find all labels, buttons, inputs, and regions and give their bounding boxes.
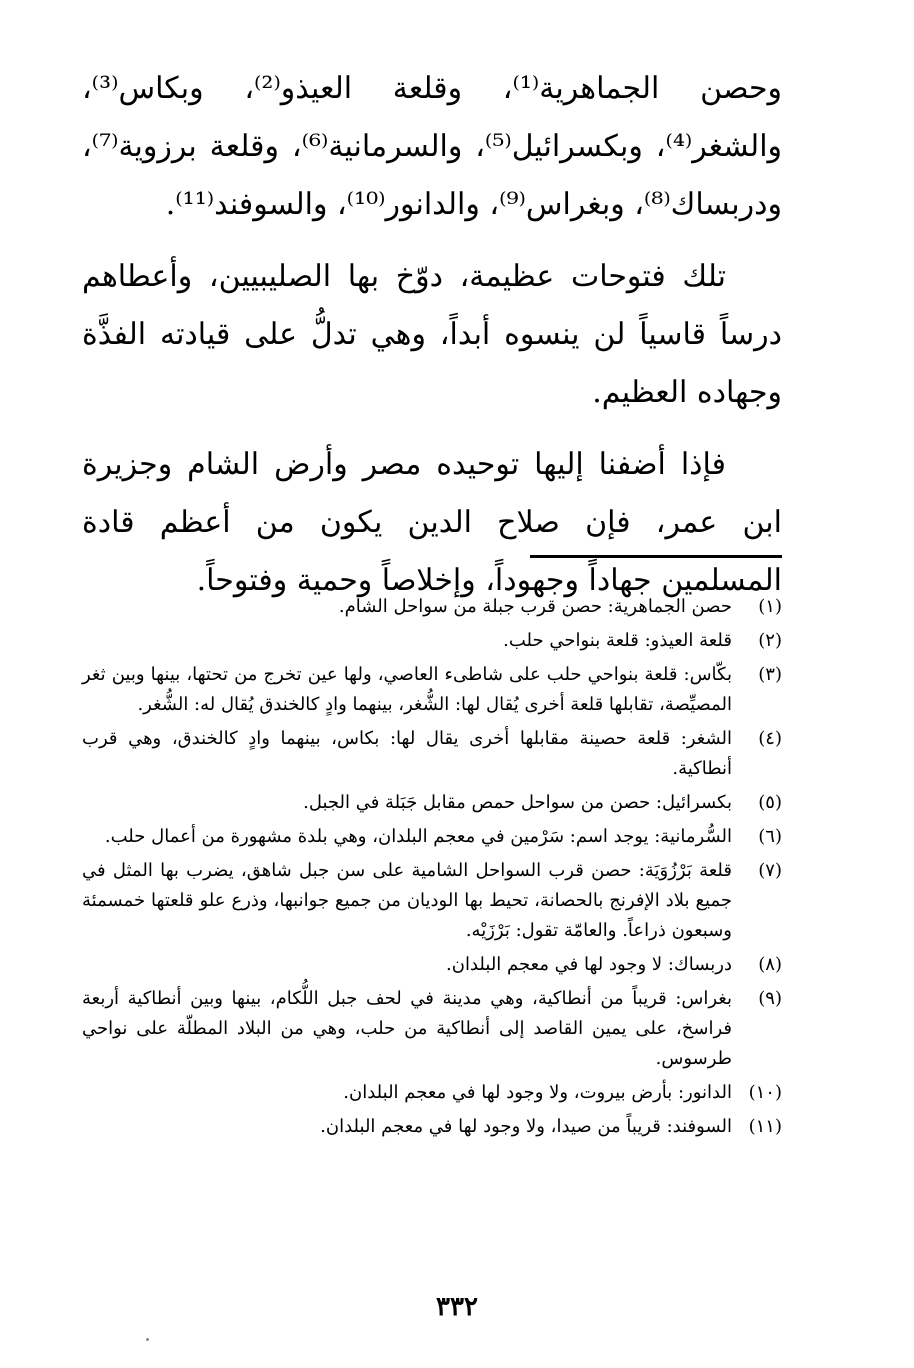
footnote xyxy=(82,592,782,622)
footnote-text: دربساك: لا وجود لها في معجم البلدان. xyxy=(446,954,732,975)
footnote xyxy=(82,822,782,852)
footnote-text: السُّرمانية: يوجد اسم: سَرْمين في معجم البلدان، وهي بلدة مشهورة من أعمال حلب. xyxy=(104,826,732,847)
footnote-number: (٥) xyxy=(758,792,782,813)
paragraph-list-of-castles: وحصن الجماهرية⁽¹⁾، وقلعة العيذو⁽²⁾، وبكاس⁽³⁾، والشغر⁽⁴⁾، وبكسرائيل⁽⁵⁾، والسرمانية⁽⁶⁾، وقلعة برزوية⁽⁷⁾، ودربساك⁽⁸⁾، وبغراس⁽⁹⁾، والدانور⁽¹⁰⁾، والسوفند⁽¹¹⁾. xyxy=(82,71,783,222)
footnote xyxy=(82,626,782,656)
paragraph-great-conquests: تلك فتوحات عظيمة، دوّخ بها الصليبيين، وأعطاهم درساً قاسياً لن ينسوه أبداً، وهي تدلُّ على قيادته الفذَّة وجهاده العظيم. xyxy=(82,259,782,410)
footnote xyxy=(82,1078,782,1108)
footnote-text: الدانور: بأرض بيروت، ولا وجود لها في معجم البلدان. xyxy=(343,1082,732,1103)
footnotes xyxy=(82,592,782,1146)
footnote-text: بكّاس: قلعة بنواحي حلب على شاطىء العاصي، ولها عين تخرج من تحتها، بينها وبين ثغر المصيِّصة، تقابلها قلعة أخرى يُقال لها: الشُّغر، بينهما وادٍ كالخندق يُقال له: الشُّغر. xyxy=(82,664,732,715)
paper-speck xyxy=(146,1338,149,1341)
footnote-text: بغراس: قريباً من أنطاكية، وهي مدينة في لحف جبل اللُّكام، بينها وبين أنطاكية أربعة فراسخ، على يمين القاصد إلى أنطاكية من حلب، وهي من البلاد المطلّة على نواحي طرسوس. xyxy=(82,988,732,1069)
main-text xyxy=(82,60,782,624)
footnote-text: بكسرائيل: حصن من سواحل حمص مقابل جَبَلة في الجبل. xyxy=(303,792,732,813)
footnote-text: قلعة بَرْزُوَيَة: حصن قرب السواحل الشامية على سن جبل شاهق، يضرب بها المثل في جميع بلاد الإفرنج بالحصانة، تحيط بها الوديان من جميع جوانبها، وذرع علو قلعتها خمسمئة وسبعون ذراعاً. والعامّة تقول: بَرْزَيْه. xyxy=(82,860,732,941)
footnote-text: حصن الجماهرية: حصن قرب جبلة من سواحل الشام. xyxy=(338,596,732,617)
footnote-number: (٨) xyxy=(758,954,782,975)
footnote xyxy=(82,724,782,784)
footnote-number: (١) xyxy=(758,596,782,617)
footnote-text: قلعة العيذو: قلعة بنواحي حلب. xyxy=(503,630,732,651)
footnote-number: (١١) xyxy=(748,1116,782,1137)
footnote-number: (٣) xyxy=(758,664,782,685)
footnote xyxy=(82,1112,782,1142)
footnote-text: السوفند: قريباً من صيدا، ولا وجود لها في معجم البلدان. xyxy=(320,1116,732,1137)
footnote-number: (١٠) xyxy=(748,1082,782,1103)
footnote-number: (٢) xyxy=(758,630,782,651)
footnote-number: (٤) xyxy=(758,728,782,749)
footnote xyxy=(82,788,782,818)
page-number: ٣٣٢ xyxy=(436,1292,478,1322)
footnote xyxy=(82,660,782,720)
footnote xyxy=(82,856,782,946)
footnote-text: الشغر: قلعة حصينة مقابلها أخرى يقال لها: بكاس، بينهما وادٍ كالخندق، وهي قرب أنطاكية. xyxy=(82,728,732,779)
footnote-number: (٦) xyxy=(758,826,782,847)
footnote xyxy=(82,950,782,980)
paragraph-saladin-unification: فإذا أضفنا إليها توحيده مصر وأرض الشام وجزيرة ابن عمر، فإن صلاح الدين يكون من أعظم قادة المسلمين جهاداً وجهوداً، وإخلاصاً وحمية وفتوحاً. xyxy=(82,447,782,598)
footnote-number: (٧) xyxy=(758,860,782,881)
footnote-separator xyxy=(530,555,782,558)
footnote xyxy=(82,984,782,1074)
footnote-number: (٩) xyxy=(758,988,782,1009)
